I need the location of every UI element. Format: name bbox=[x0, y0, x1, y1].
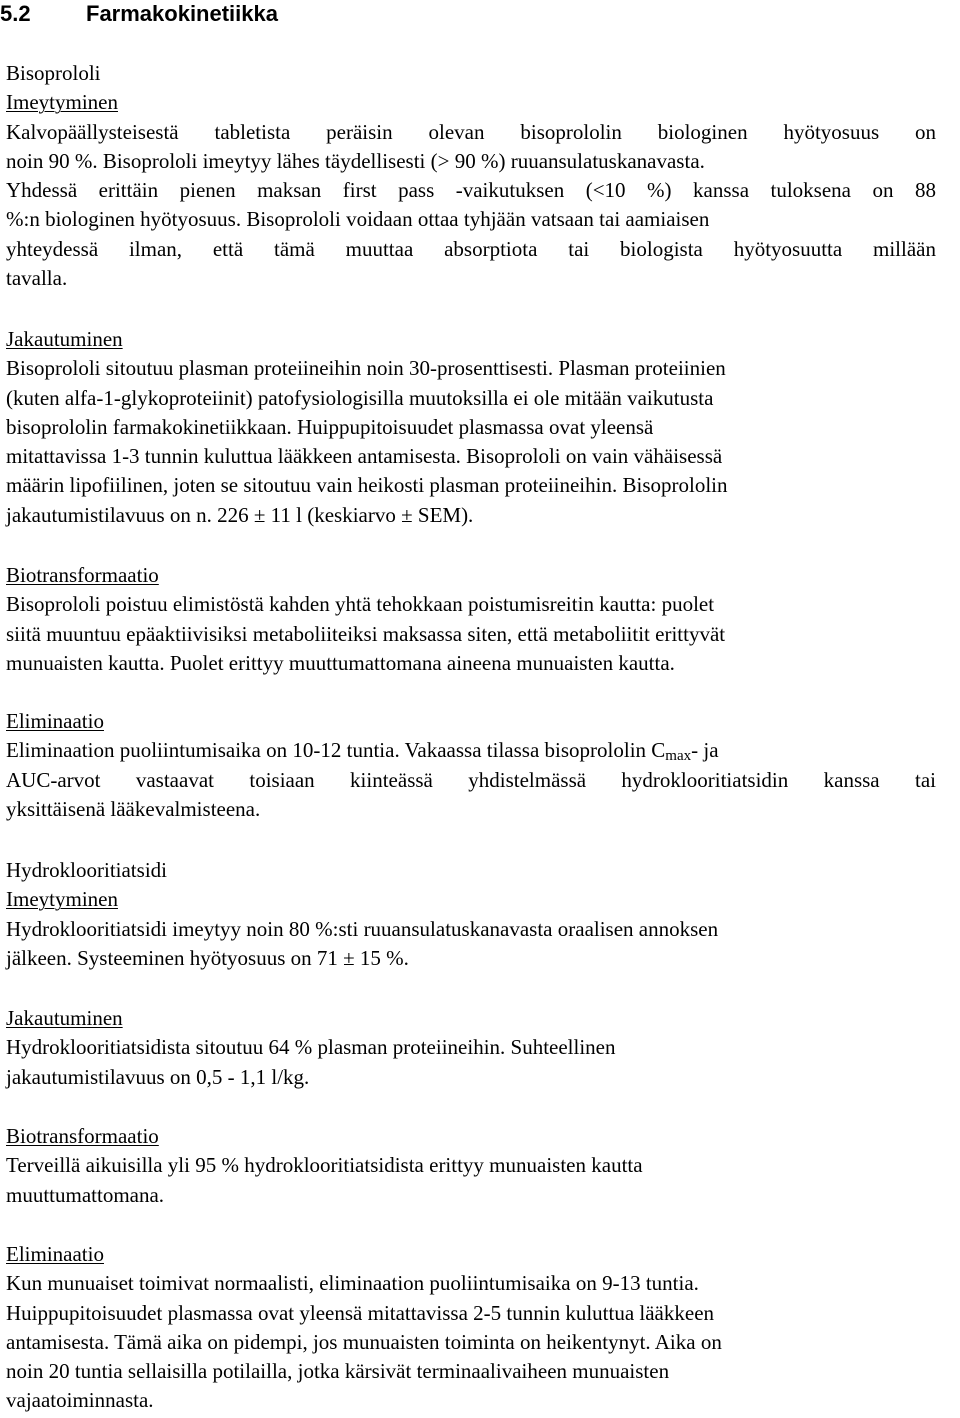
paragraph-line: %:n biologinen hyötyosuus. Bisoprololi voidaan ottaa tyhjään vatsaan tai aamiaisen bbox=[6, 207, 710, 232]
bisoprolol-elimination-block bbox=[6, 707, 936, 824]
paragraph-line: mitattavissa 1-3 tunnin kuluttua lääkkeen antamisesta. Bisoprololi on vain vähäisessä bbox=[6, 444, 723, 469]
paragraph-line: Kun munuaiset toimivat normaalisti, eliminaation puoliintumisaika on 9-13 tuntia. bbox=[6, 1271, 699, 1296]
hctz-distribution-block bbox=[6, 1004, 936, 1092]
paragraph-line: Terveillä aikuisilla yli 95 % hydroklooritiatsidista erittyy munuaisten kautta bbox=[6, 1153, 643, 1178]
cmax-text-after: - ja bbox=[691, 738, 719, 763]
paragraph-line: Kalvopäällysteisestä tabletista peräisin olevan bisoprololin biologinen hyötyosuus on bbox=[6, 119, 936, 144]
paragraph-line: Yhdessä erittäin pienen maksan first pass -vaikutuksen (<10 %) kanssa tuloksena on 88 bbox=[6, 178, 936, 203]
paragraph-line: noin 20 tuntia sellaisilla potilailla, jotka kärsivät terminaalivaiheen munuaisten bbox=[6, 1359, 670, 1384]
paragraph-line: muuttumattomana. bbox=[6, 1182, 165, 1207]
paragraph-line: Huippupitoisuudet plasmassa ovat yleensä mitattavissa 2-5 tunnin kuluttua lääkkeen bbox=[6, 1300, 715, 1325]
bisoprolol-distribution-block bbox=[6, 325, 936, 530]
paragraph-line: yhteydessä ilman, että tämä muuttaa absorptiota tai biologista hyötyosuutta millään bbox=[6, 236, 936, 261]
paragraph-line: siitä muuntuu epäaktiivisiksi metaboliiteiksi maksassa siten, että metaboliitit erittyvät bbox=[6, 621, 726, 646]
paragraph-line: Bisoprololi sitoutuu plasman proteiineihin noin 30-prosenttisesti. Plasman proteiinien bbox=[6, 356, 726, 381]
paragraph-line: bisoprololin farmakokinetiikkaan. Huippupitoisuudet plasmassa ovat yleensä bbox=[6, 414, 654, 439]
hctz-title: Hydroklooritiatsidi bbox=[6, 858, 167, 882]
paragraph-line: antamisesta. Tämä aika on pidempi, jos munuaisten toiminta on heikentynyt. Aika on bbox=[6, 1329, 722, 1354]
paragraph-line bbox=[6, 736, 936, 765]
paragraph-line: Hydroklooritiatsidi imeytyy noin 80 %:sti ruuansulatuskanavasta oraalisen annoksen bbox=[6, 916, 719, 941]
paragraph-line: tavalla. bbox=[6, 266, 68, 291]
paragraph-line: yksittäisenä lääkevalmisteena. bbox=[6, 796, 261, 821]
paragraph-line: noin 90 %. Bisoprololi imeytyy lähes täydellisesti (> 90 %) ruuansulatuskanavasta. bbox=[6, 148, 705, 173]
hctz-distribution-heading: Jakautuminen bbox=[6, 1006, 123, 1030]
hctz-absorption-heading: Imeytyminen bbox=[6, 887, 118, 912]
paragraph-line: (kuten alfa-1-glykoproteiinit) patofysiologisilla muutoksilla ei ole mitään vaikutusta bbox=[6, 385, 714, 410]
hctz-biotransformation-heading: Biotransformaatio bbox=[6, 1124, 159, 1148]
bisoprolol-absorption-heading: Imeytyminen bbox=[6, 90, 118, 115]
bisoprolol-biotransformation-heading: Biotransformaatio bbox=[6, 563, 159, 587]
paragraph-line: jakautumistilavuus on 0,5 - 1,1 l/kg. bbox=[6, 1064, 310, 1089]
hctz-biotransformation-block bbox=[6, 1122, 936, 1210]
paragraph-line: Hydroklooritiatsidista sitoutuu 64 % plasman proteiineihin. Suhteellinen bbox=[6, 1035, 616, 1060]
paragraph-line: munuaisten kautta. Puolet erittyy muuttumattomana aineena munuaisten kautta. bbox=[6, 650, 675, 675]
hctz-elimination-heading: Eliminaatio bbox=[6, 1242, 104, 1266]
section-title: Farmakokinetiikka bbox=[86, 1, 278, 26]
paragraph-line: AUC-arvot vastaavat toisiaan kiinteässä yhdistelmässä hydroklooritiatsidin kanssa tai bbox=[6, 767, 936, 792]
paragraph-line: vajaatoiminnasta. bbox=[6, 1388, 154, 1413]
cmax-text-before: Eliminaation puoliintumisaika on 10-12 tuntia. Vakaassa tilassa bisoprololin C bbox=[6, 738, 666, 763]
cmax-subscript: max bbox=[665, 748, 692, 765]
paragraph-line: jälkeen. Systeeminen hyötyosuus on 71 ± 15 %. bbox=[6, 945, 409, 970]
section-number: 5.2 bbox=[0, 1, 31, 26]
bisoprolol-elimination-heading: Eliminaatio bbox=[6, 709, 104, 733]
hctz-absorption-block bbox=[6, 856, 936, 973]
bisoprolol-biotransformation-block bbox=[6, 561, 936, 678]
hctz-elimination-block bbox=[6, 1240, 936, 1416]
paragraph-line: jakautumistilavuus on n. 226 ± 11 l (keskiarvo ± SEM). bbox=[6, 502, 474, 527]
bisoprolol-title: Bisoprololi bbox=[6, 61, 101, 85]
bisoprolol-absorption-block bbox=[6, 59, 936, 293]
section-heading bbox=[0, 0, 278, 29]
bisoprolol-distribution-heading: Jakautuminen bbox=[6, 327, 123, 351]
paragraph-line: Bisoprololi poistuu elimistöstä kahden yhtä tehokkaan poistumisreitin kautta: puolet bbox=[6, 592, 715, 617]
paragraph-line: määrin lipofiilinen, joten se sitoutuu vain heikosti plasman proteiineihin. Bisoprololin bbox=[6, 473, 728, 498]
